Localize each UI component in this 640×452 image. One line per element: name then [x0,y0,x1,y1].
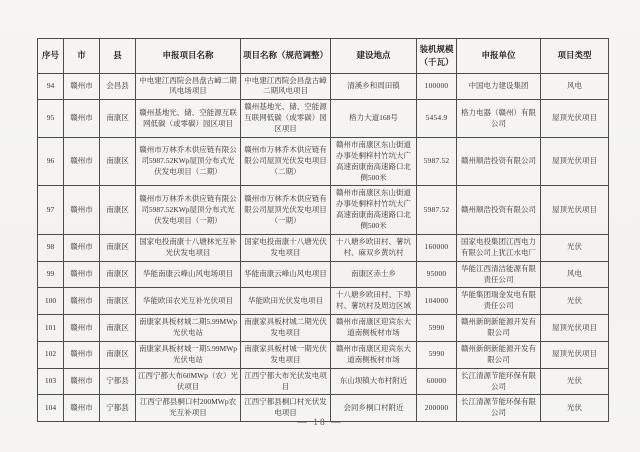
table-row [38,186,609,235]
cell-type: 屋顶光伏项目 [541,341,609,368]
cell-type: 光伏 [541,395,609,422]
cell-no: 94 [38,73,64,100]
cell-city: 赣州市 [64,137,100,186]
cell-location: 十八塘乡欧田村、薯坑村、麻双乡黄坑村 [331,234,417,261]
table-row [38,234,609,261]
cell-location: 会同乡桐口村附近 [331,395,417,422]
cell-no: 98 [38,234,64,261]
column-header: 序号 [38,39,64,74]
cell-capacity-kw: 5990 [417,315,457,342]
cell-applicant: 赣州新朗新能源开发有限公司 [457,315,541,342]
cell-capacity-kw: 60000 [417,368,457,395]
column-header: 申报项目名称 [136,39,241,74]
cell-location: 东山坝镇大布村附近 [331,368,417,395]
cell-city: 赣州市 [64,315,100,342]
table-row [38,73,609,100]
cell-declared-name: 赣州基地光、储、空能源互联网低碳（或零碳）园区项目 [136,100,241,138]
cell-no: 96 [38,137,64,186]
cell-location: 赣州市南康区东山街道办事处桐梓村竹坑大广高速南康南高速路口北侧500米 [331,186,417,235]
cell-declared-name: 华能南康云峰山风电场项目 [136,261,241,288]
cell-applicant: 华能集团瑞金发电有限责任公司 [457,288,541,315]
cell-adjusted-name: 南康家具板材城一期光伏发电项目 [241,341,331,368]
cell-location: 清溪乡和周田镇 [331,73,417,100]
cell-applicant: 长江清源节能环保有限公司 [457,368,541,395]
cell-no: 99 [38,261,64,288]
table-row [38,261,609,288]
cell-city: 赣州市 [64,261,100,288]
cell-applicant: 赣州顺浩投资有限公司 [457,186,541,235]
cell-type: 风电 [541,261,609,288]
cell-capacity-kw: 5987.52 [417,137,457,186]
cell-declared-name: 华能欧田农光互补光伏项目 [136,288,241,315]
cell-adjusted-name: 华能南康云峰山风电项目 [241,261,331,288]
table-row [38,137,609,186]
cell-applicant: 中国电力建设集团 [457,73,541,100]
cell-capacity-kw: 5987.52 [417,186,457,235]
cell-capacity-kw: 104000 [417,288,457,315]
column-header: 县 [100,39,136,74]
table-header-row [38,39,609,74]
cell-type: 屋顶光伏项目 [541,137,609,186]
table-row [38,288,609,315]
cell-capacity-kw: 95000 [417,261,457,288]
table-row [38,315,609,342]
cell-city: 赣州市 [64,341,100,368]
cell-adjusted-name: 江西宁都县桐口村光伏发电项目 [241,395,331,422]
column-header: 市 [64,39,100,74]
cell-adjusted-name: 江西宁都大布光伏发电项目 [241,368,331,395]
cell-capacity-kw: 5454.9 [417,100,457,138]
cell-adjusted-name: 国家电投南康十八塘光伏发电项目 [241,234,331,261]
cell-type: 风电 [541,73,609,100]
cell-type: 光伏 [541,234,609,261]
cell-location: 赣州市南康区迎宾东大道南侧板材市场 [331,341,417,368]
cell-type: 屋顶光伏项目 [541,315,609,342]
cell-no: 95 [38,100,64,138]
cell-adjusted-name: 赣州市万林乔木供应链有限公司屋顶光伏发电项目（二期） [241,137,331,186]
cell-type: 屋顶光伏项目 [541,100,609,138]
cell-declared-name: 中电建江西院会昌盘古嶂二期风电场项目 [136,73,241,100]
cell-type: 光伏 [541,368,609,395]
cell-capacity-kw: 5990 [417,341,457,368]
cell-location: 赣州市南康区迎宾东大道南侧板材市场 [331,315,417,342]
cell-type: 光伏 [541,288,609,315]
cell-city: 赣州市 [64,288,100,315]
cell-no: 97 [38,186,64,235]
column-header: 装机规模（千瓦） [417,39,457,74]
cell-declared-name: 赣州市万林乔木供应链有限公司5987.52KWp屋顶分布式光伏发电项目（二期） [136,137,241,186]
table-row [38,368,609,395]
cell-county: 宁都县 [100,368,136,395]
cell-applicant: 赣州新朗新能源开发有限公司 [457,341,541,368]
cell-county: 南康区 [100,137,136,186]
cell-location: 格力大道168号 [331,100,417,138]
cell-adjusted-name: 华能欧田光伏发电项目 [241,288,331,315]
cell-city: 赣州市 [64,368,100,395]
cell-applicant: 格力电器（赣州）有限公司 [457,100,541,138]
cell-capacity-kw: 200000 [417,395,457,422]
project-approval-table [37,38,609,422]
cell-city: 赣州市 [64,234,100,261]
cell-applicant: 长江清源节能环保有限公司 [457,395,541,422]
cell-county: 南康区 [100,100,136,138]
cell-adjusted-name: 中电建江西院会昌盘古嶂二期风电项目 [241,73,331,100]
cell-declared-name: 江西宁都大布60MWp（农）光伏项目 [136,368,241,395]
cell-declared-name: 赣州市万林乔木供应链有限公司5987.52KWp屋顶分布式光伏发电项目（一期） [136,186,241,235]
cell-location: 十八塘乡欧田村、下埠村、薯坑村及周边区域 [331,288,417,315]
cell-applicant: 华能江西清洁能源有限责任公司 [457,261,541,288]
cell-capacity-kw: 100000 [417,73,457,100]
cell-county: 宁都县 [100,395,136,422]
column-header: 项目类型 [541,39,609,74]
column-header: 项目名称（规范调整） [241,39,331,74]
cell-county: 南康区 [100,288,136,315]
table-row [38,100,609,138]
cell-adjusted-name: 赣州市万林乔木供应链有限公司屋顶光伏发电项目（一期） [241,186,331,235]
cell-city: 赣州市 [64,73,100,100]
cell-county: 南康区 [100,186,136,235]
cell-city: 赣州市 [64,100,100,138]
cell-county: 南康区 [100,315,136,342]
table-body [38,73,609,422]
cell-no: 103 [38,368,64,395]
cell-no: 100 [38,288,64,315]
cell-no: 102 [38,341,64,368]
cell-declared-name: 江西宁都县桐口村200MWp农光互补项目 [136,395,241,422]
cell-declared-name: 南康家具板材城一期5.99MWp光伏电站 [136,341,241,368]
cell-type: 屋顶光伏项目 [541,186,609,235]
cell-location: 赣州市南康区东山街道办事处桐梓村竹坑大广高速南康南高速路口北侧500米 [331,137,417,186]
cell-city: 赣州市 [64,395,100,422]
column-header: 申报单位 [457,39,541,74]
page-number: — 18 — [297,418,343,428]
cell-applicant: 国家电投集团江西电力有限公司上犹江水电厂 [457,234,541,261]
cell-adjusted-name: 南康家具板材城二期光伏发电项目 [241,315,331,342]
cell-applicant: 赣州顺浩投资有限公司 [457,137,541,186]
cell-county: 会昌县 [100,73,136,100]
cell-adjusted-name: 赣州基地光、储、空能源互联网低碳（或零碳）园区项目 [241,100,331,138]
cell-county: 南康区 [100,341,136,368]
cell-no: 101 [38,315,64,342]
table-row [38,341,609,368]
cell-declared-name: 南康家具板材城二期5.99MWp光伏电站 [136,315,241,342]
cell-no: 104 [38,395,64,422]
cell-location: 南康区赤土乡 [331,261,417,288]
cell-city: 赣州市 [64,186,100,235]
column-header: 建设地点 [331,39,417,74]
cell-capacity-kw: 160000 [417,234,457,261]
cell-declared-name: 国家电投南康十八塘林光互补光伏发电项目 [136,234,241,261]
cell-county: 南康区 [100,261,136,288]
cell-county: 南康区 [100,234,136,261]
